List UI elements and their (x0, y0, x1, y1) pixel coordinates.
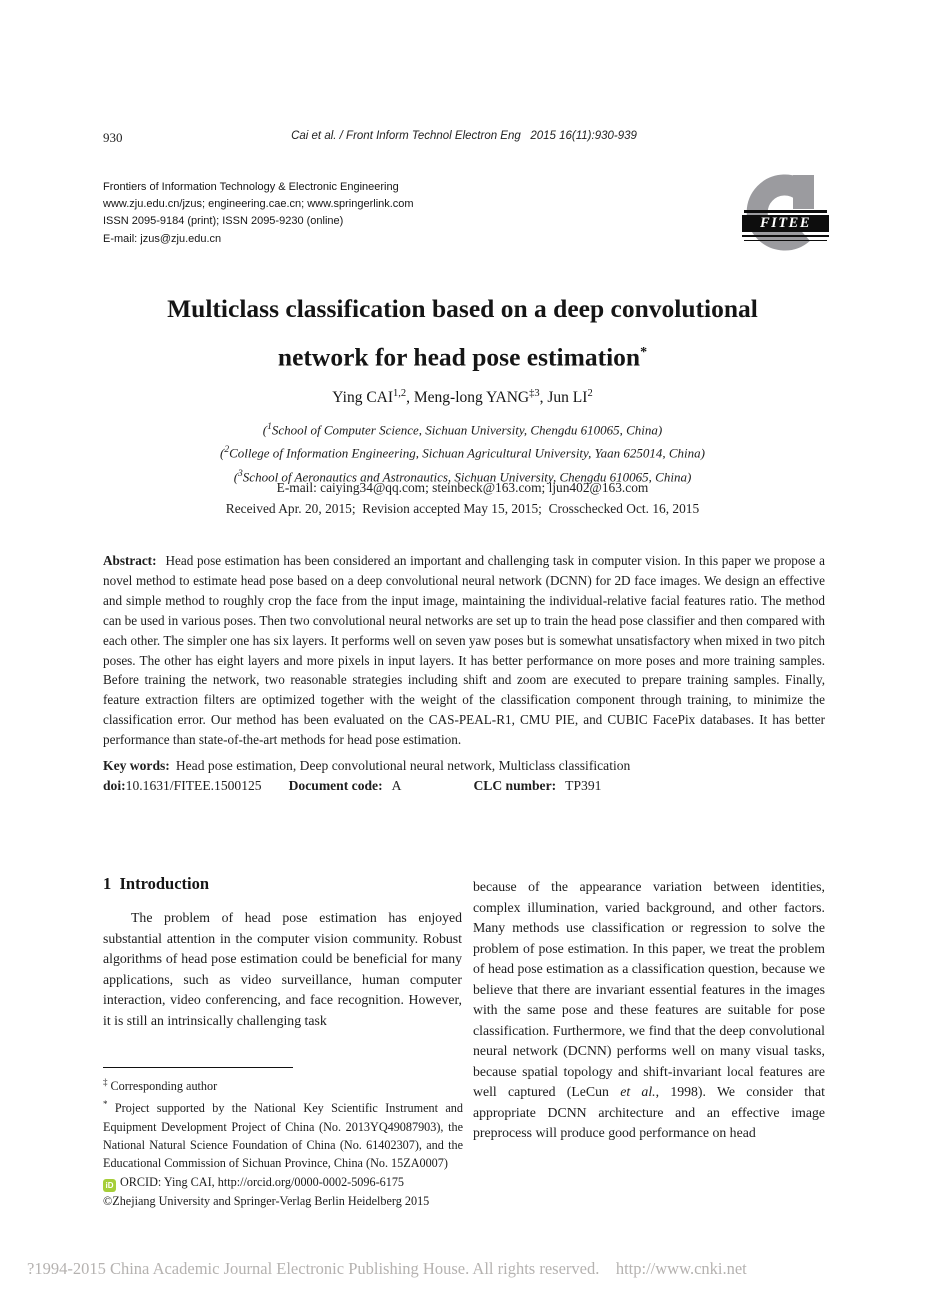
author-1: Ying CAI (332, 389, 394, 407)
footnote-orcid (103, 1173, 463, 1192)
received-line: Received Apr. 20, 2015; Revision accepted May 15, 2015; Crosschecked Oct. 16, 2015 (225, 501, 700, 516)
abstract-block (103, 551, 825, 796)
document-code-value: A (391, 778, 402, 794)
author-3-superscript: 2 (587, 388, 593, 399)
fitee-logo (746, 171, 825, 254)
intro-right-column (473, 877, 825, 1144)
affiliation-line: ($^1$School of Computer Science, Sichuan University, Chengdu 610065, China) (262, 422, 663, 438)
et-al-italic: et al. (620, 1084, 656, 1099)
intro-right-paragraph: because of the appearance variation between identities, complex illumination, varied background, and other factors. Many methods use classification or regression to solve the problem of pose estimation. In this paper, we treat the problem of head pose estimation as a classification question, because we believe that there are invariant essential features in the images with the same pose and these features are suitable for pose classification. Furthermore, we find that the deep convolutional neural network (DCNN) performs well on many visual tasks, because spatial topology and shift-invariant local features are well captured (LeCun et al., 1998). We consider that appropriate DCNN architecture and an effective image preprocess will produce good performance on head (473, 879, 825, 1140)
journal-info-block (103, 179, 523, 248)
footnotes-block (103, 1073, 463, 1210)
paper-title-line2: network for head pose estimation* (277, 342, 648, 372)
cnki-watermark: ?1994-2015 China Academic Journal Electronic Publishing House. All rights reserved. http://www.cnki.net (27, 1259, 747, 1278)
author-3: Jun LI (547, 389, 588, 407)
journal-urls: www.zju.edu.cn/jzus; engineering.cae.cn; www.springerlink.com (103, 198, 414, 211)
page-number: 930 (103, 130, 123, 145)
logo-rule-bottom1 (742, 235, 829, 238)
footnote-copyright: ©Zhejiang University and Springer-Verlag Berlin Heidelberg 2015 (103, 1193, 430, 1208)
paper-title (0, 287, 925, 380)
keywords-line (103, 756, 825, 776)
doi-value: 10.1631/FITEE.1500125 (125, 778, 262, 794)
orcid-text: ORCID: Ying CAI, http://orcid.org/0000-0002-5096-6175 (120, 1174, 405, 1189)
abstract-label: Abstract: (103, 553, 157, 568)
authors-line: Ying CAI$^{1,2}$, Meng-long YANG$^{\ddagger 3}$, Jun $LI^2$ (332, 388, 593, 407)
doi-label: doi: (103, 778, 126, 794)
author-2: Meng-long YANG (413, 389, 530, 407)
keywords-text: Head pose estimation, Deep convolutional neural network, Multiclass classification (175, 758, 631, 774)
abstract-paragraph (103, 551, 825, 750)
paper-title-line1: Multiclass classification based on a deep convolutional (167, 294, 758, 323)
footnote-project-support: * Project supported by the National Key Scientific Instrument and Equipment Development Project of China (No. 2013YQ49087903), the National Natural Science Foundation of China (No. 61402307), and the Educational Commission of Sichuan Province, China (No. 15ZA0007) (103, 1099, 463, 1171)
title-footnote-marker: * (640, 345, 648, 360)
intro-left-column (103, 908, 462, 1031)
keywords-label: Key words: (103, 758, 170, 774)
running-head: Cai et al. / Front Inform Technol Electron Eng 2015 16(11):930-939 (291, 130, 637, 142)
affiliation-line: ($^2$College of Information Engineering, Sichuan Agricultural University, Yaan 625014, China) (219, 445, 706, 461)
logo-rule-top (744, 210, 827, 213)
footnote-corresponding-author: ‡ Corresponding author (103, 1077, 218, 1094)
author-1-superscript: 1,2 (393, 388, 407, 399)
journal-issn: ISSN 2095-9184 (print); ISSN 2095-9230 (online) (103, 215, 344, 228)
orcid-icon: iD (103, 1179, 116, 1192)
footnote-rule (103, 1067, 293, 1068)
journal-name: Frontiers of Information Technology & Electronic Engineering (103, 181, 399, 193)
document-code-label: Document code: (288, 778, 383, 794)
clc-number-label: CLC number: (473, 778, 557, 794)
affiliation-line: ($^3$School of Aeronautics and Astronautics, Sichuan University, Chengdu 610065, China) (233, 468, 692, 484)
author-2-superscript: ‡3 (529, 388, 540, 399)
doi-line (103, 776, 825, 796)
abstract-text: Head pose estimation has been considered an important and challenging task in computer vision. In this paper we propose a novel method to estimate head pose based on a deep convolutional neural network (DCNN) for 2D face images. We design an effective and simple method to roughly crop the face from the input image, maintaining the individual-relative facial features ratio. The method can be used in various poses. Then two convolutional neural networks are set up to train the head pose classifier and then compared with each other. The simpler one has six layers. It performs well on seven yaw poses but is somewhat unsatisfactory when mixed in two pitch poses. The other has eight layers and more pixels in input layers. It has better performance on more poses and more training samples. Before training the network, two reasonable strategies including shift and zoom are executed to prepare training samples. Finally, feature extraction filters are optimized together with the weight of the classification component through training, to minimize the classification error. Our method has been evaluated on the CAS-PEAL-R1, CMU PIE, and CUBIC FacePix databases. It has better performance than state-of-the-art methods for head pose estimation. (103, 553, 825, 748)
logo-rule-bottom2 (744, 240, 827, 242)
page-header (103, 130, 825, 146)
intro-left-paragraph: The problem of head pose estimation has enjoyed substantial attention in the computer vision community. Robust algorithms of head pose estimation could be beneficial for many applications, such as video surveillance, human computer interaction, video conferencing, and face recognition. However, it is still an intrinsically challenging task (103, 910, 462, 1028)
section-heading-introduction: 1 Introduction (103, 874, 210, 893)
clc-number-value: TP391 (565, 778, 602, 794)
journal-email: E-mail: jzus@zju.edu.cn (103, 232, 222, 245)
affiliations-block (0, 417, 925, 487)
authors-email-line: E-mail: caiying34@qq.com; steinbeck@163.com; ljun402@163.com (276, 480, 649, 495)
logo-band-label: FITEE (742, 215, 829, 232)
